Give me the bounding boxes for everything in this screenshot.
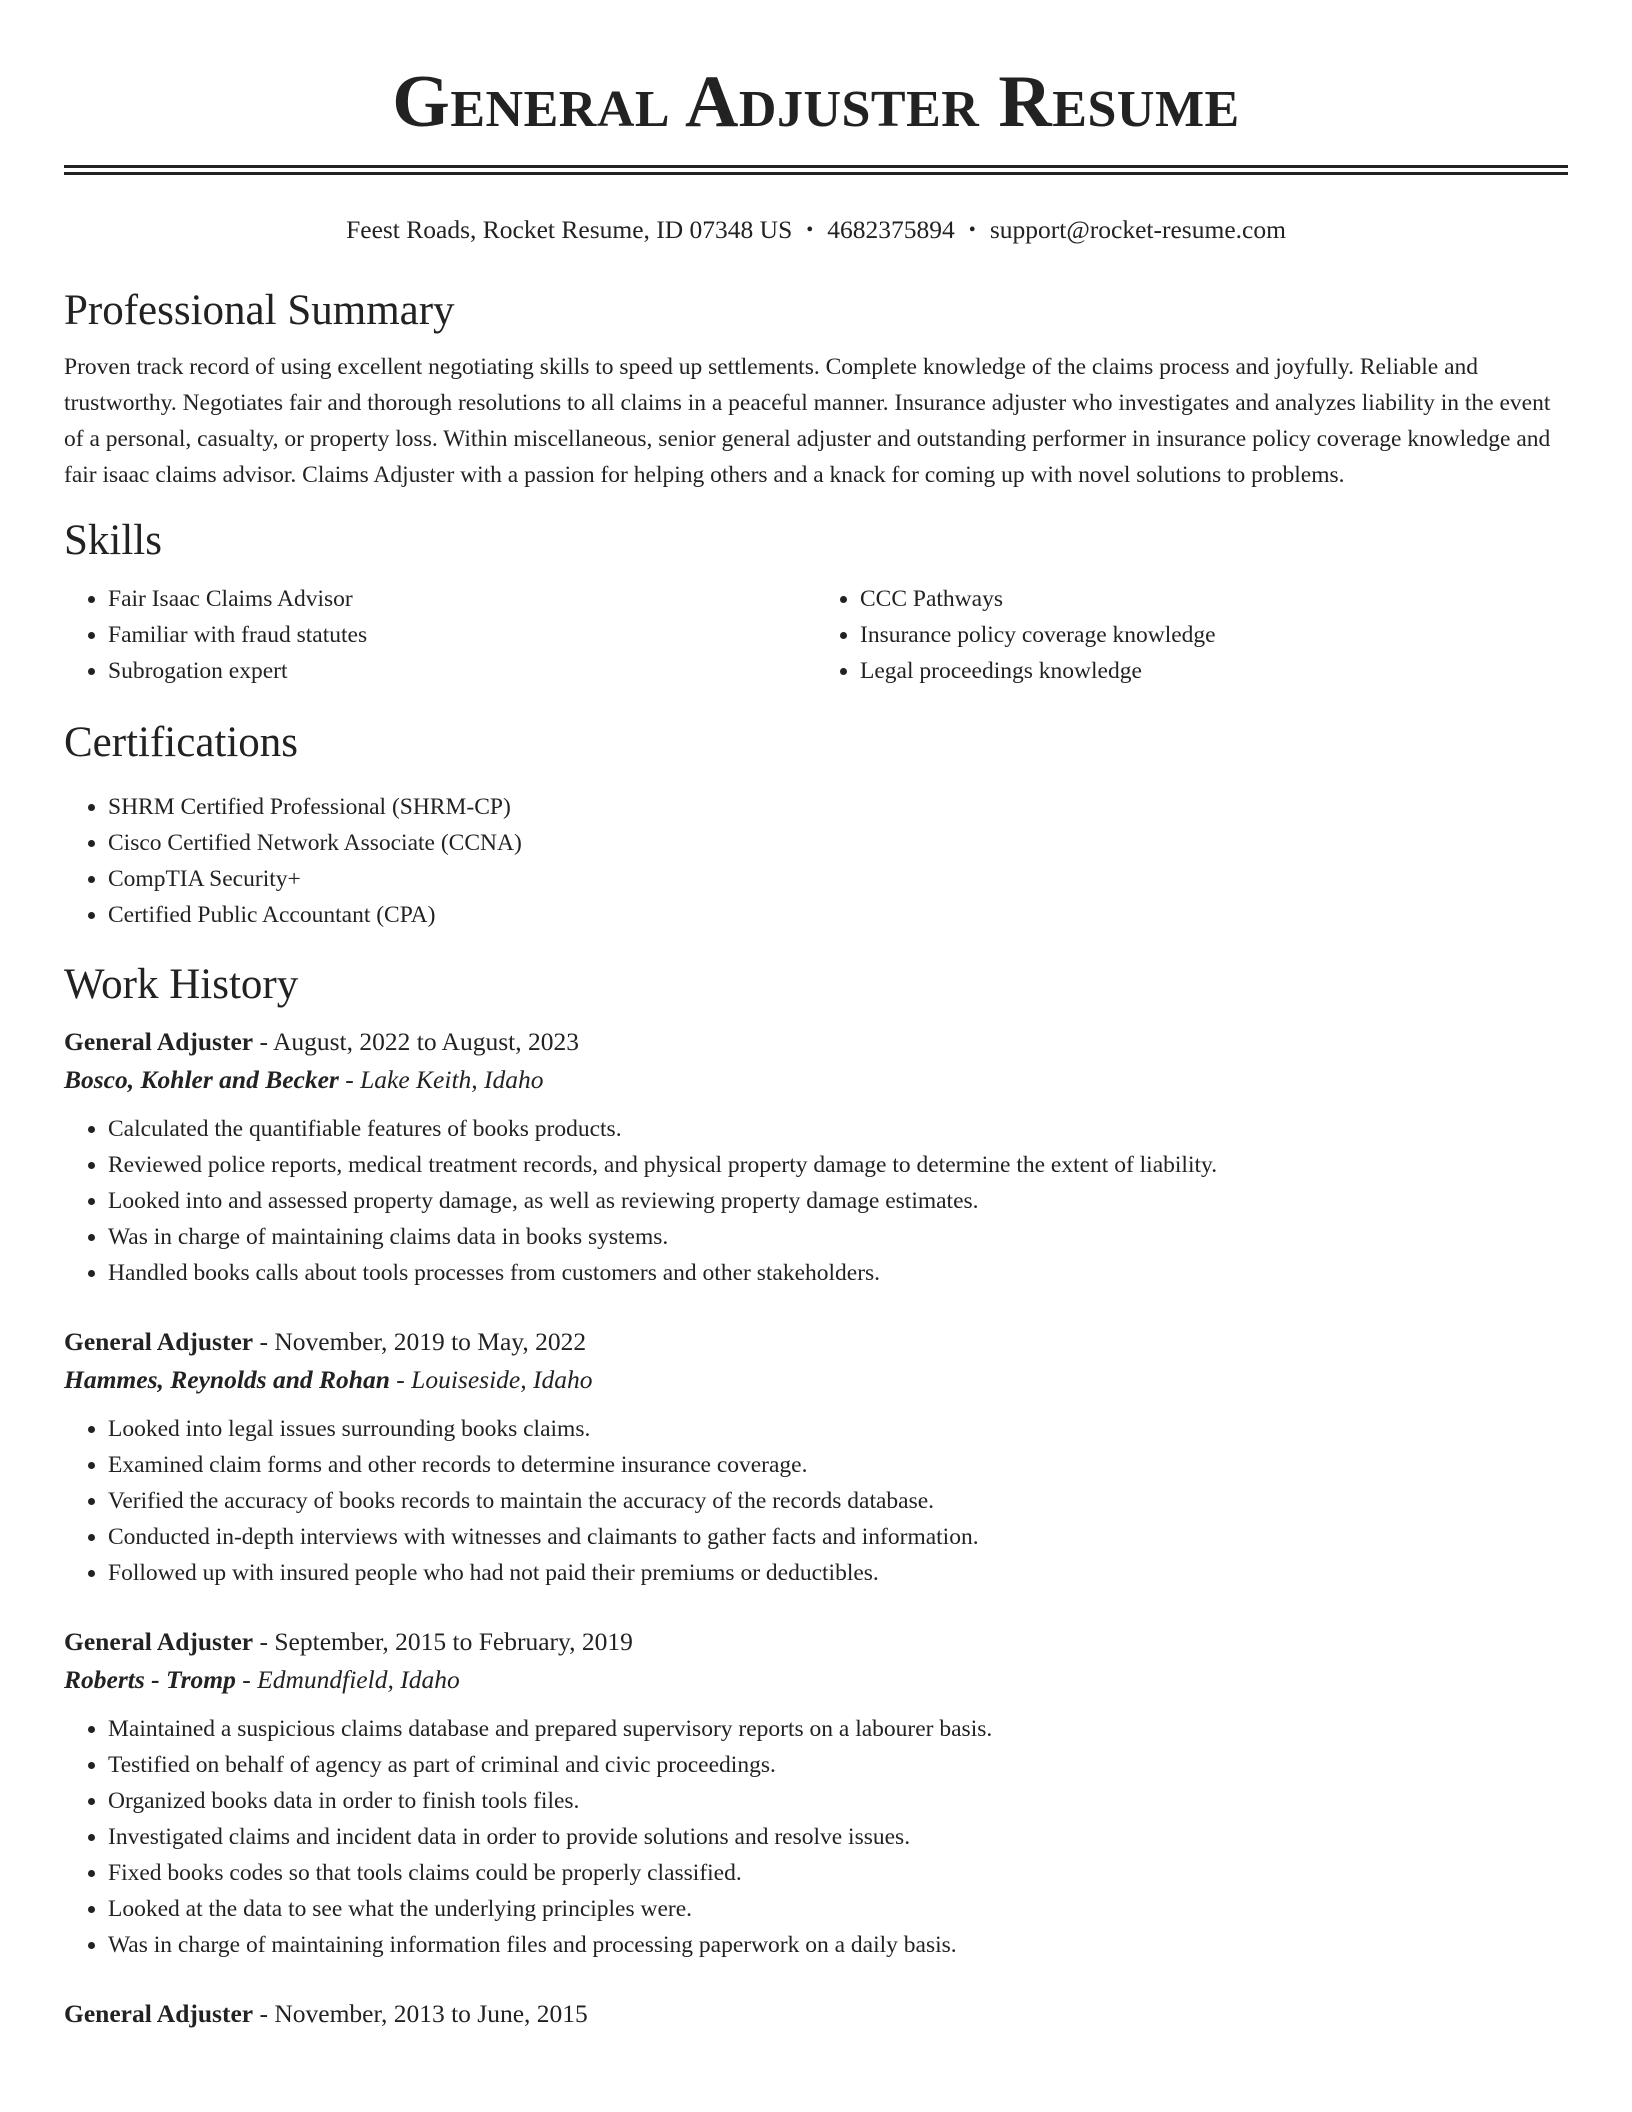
skills-columns [64, 581, 1568, 689]
job-entry [64, 1323, 1568, 1591]
job-location: Lake Keith, Idaho [360, 1065, 544, 1094]
certification-item: • SHRM Certified Professional (SHRM-CP) [108, 789, 1568, 825]
job-title: General Adjuster [64, 1999, 254, 2028]
job-bullet: • Looked into and assessed property damage, as well as reviewing property damage estimates. [108, 1183, 1568, 1219]
job-location: Louiseside, Idaho [411, 1365, 593, 1394]
contact-address: Feest Roads, Rocket Resume, ID 07348 US [346, 215, 793, 244]
certifications-list [64, 789, 1568, 933]
contact-line [64, 213, 1568, 247]
job-company: Roberts - Tromp [64, 1665, 236, 1694]
contact-separator: • [968, 219, 976, 241]
job-company: Hammes, Reynolds and Rohan [64, 1365, 390, 1394]
work-history-heading: Work History [64, 961, 299, 1008]
job-entry [64, 1023, 1568, 1291]
job-title-line: General Adjuster - November, 2019 to May, 2022 [64, 1327, 587, 1356]
contact-phone: 4682375894 [827, 215, 955, 244]
title-double-rule [64, 165, 1568, 175]
skill-item: • Familiar with fraud statutes [108, 617, 816, 653]
job-company: Bosco, Kohler and Becker [64, 1065, 339, 1094]
skill-item: • Subrogation expert [108, 653, 816, 689]
job-title: General Adjuster [64, 1027, 254, 1056]
job-bullets [64, 1711, 1568, 1963]
skills-right-list [816, 581, 1568, 689]
certification-item: • CompTIA Security+ [108, 861, 1568, 897]
job-bullets [64, 1411, 1568, 1591]
job-bullet: • Testified on behalf of agency as part of criminal and civic proceedings. [108, 1747, 1568, 1783]
contact-email[interactable]: support@rocket-resume.com [989, 215, 1286, 244]
job-title: General Adjuster [64, 1627, 254, 1656]
job-title-line: General Adjuster - November, 2013 to June, 2015 [64, 1999, 588, 2028]
job-dates: September, 2015 to February, 2019 [274, 1627, 633, 1656]
job-bullet: • Was in charge of maintaining claims data in books systems. [108, 1219, 1568, 1255]
job-entry [64, 1995, 1568, 2033]
job-entry [64, 1623, 1568, 1963]
job-bullet: • Calculated the quantifiable features of books products. [108, 1111, 1568, 1147]
job-bullet: • Organized books data in order to finish tools files. [108, 1783, 1568, 1819]
certifications-heading: Certifications [64, 719, 299, 766]
resume-title: General Adjuster Resume [392, 61, 1240, 143]
job-bullet: • Looked at the data to see what the underlying principles were. [108, 1891, 1568, 1927]
job-bullets [64, 1111, 1568, 1291]
summary-text: Proven track record of using excellent negotiating skills to speed up settlements. Complete knowledge of the claims process and joyfully. Reliable and trustworthy. Negotiates fair and thorough resolutions to all claims in a peaceful manner. Insurance adjuster who investigates and analyzes liability in the event of a personal, casualty, or property loss. Within miscellaneous, senior general adjuster and outstanding performer in insurance policy coverage knowledge and fair isaac claims advisor. Claims Adjuster with a passion for helping others and a knack for coming up with novel solutions to problems. [64, 354, 1551, 488]
contact-separator: • [806, 219, 814, 241]
job-bullet: • Handled books calls about tools processes from customers and other stakeholders. [108, 1255, 1568, 1291]
skill-item: • Legal proceedings knowledge [860, 653, 1568, 689]
certification-item: • Cisco Certified Network Associate (CCNA) [108, 825, 1568, 861]
skills-left-list [64, 581, 816, 689]
job-dates: November, 2013 to June, 2015 [274, 1999, 588, 2028]
job-company-line: Roberts - Tromp - Edmundfield, Idaho [64, 1665, 460, 1694]
job-bullet: • Followed up with insured people who had not paid their premiums or deductibles. [108, 1555, 1568, 1591]
job-bullet: • Maintained a suspicious claims database and prepared supervisory reports on a labourer basis. [108, 1711, 1568, 1747]
job-title-line: General Adjuster - September, 2015 to February, 2019 [64, 1627, 633, 1656]
job-bullet: • Verified the accuracy of books records to maintain the accuracy of the records database. [108, 1483, 1568, 1519]
job-title-line: General Adjuster - August, 2022 to August, 2023 [64, 1027, 579, 1056]
summary-heading: Professional Summary [64, 287, 455, 334]
job-title: General Adjuster [64, 1327, 254, 1356]
job-bullet: • Conducted in-depth interviews with witnesses and claimants to gather facts and information. [108, 1519, 1568, 1555]
job-dates: November, 2019 to May, 2022 [274, 1327, 587, 1356]
certification-item: • Certified Public Accountant (CPA) [108, 897, 1568, 933]
job-location: Edmundfield, Idaho [257, 1665, 460, 1694]
job-bullet: • Investigated claims and incident data in order to provide solutions and resolve issues. [108, 1819, 1568, 1855]
job-company-line: Hammes, Reynolds and Rohan - Louiseside, Idaho [64, 1365, 593, 1394]
job-dates: August, 2022 to August, 2023 [272, 1027, 579, 1056]
job-bullet: • Was in charge of maintaining information files and processing paperwork on a daily basis. [108, 1927, 1568, 1963]
skill-item: • Fair Isaac Claims Advisor [108, 581, 816, 617]
job-bullet: • Fixed books codes so that tools claims could be properly classified. [108, 1855, 1568, 1891]
job-bullet: • Reviewed police reports, medical treatment records, and physical property damage to determine the extent of liability. [108, 1147, 1568, 1183]
skill-item: • Insurance policy coverage knowledge [860, 617, 1568, 653]
job-bullet: • Looked into legal issues surrounding books claims. [108, 1411, 1568, 1447]
job-bullet: • Examined claim forms and other records to determine insurance coverage. [108, 1447, 1568, 1483]
job-company-line: Bosco, Kohler and Becker - Lake Keith, Idaho [64, 1065, 544, 1094]
skill-item: • CCC Pathways [860, 581, 1568, 617]
skills-heading: Skills [64, 517, 162, 564]
